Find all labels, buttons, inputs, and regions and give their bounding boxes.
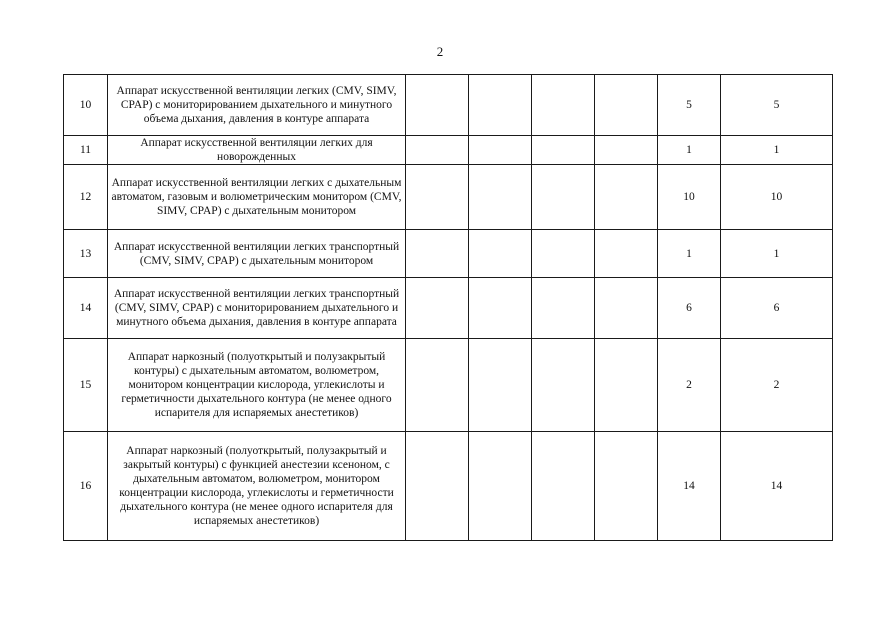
empty-cell bbox=[532, 75, 595, 136]
equipment-name: Аппарат искусственной вентиляции легких (CMV, SIMV, CPAP) с мониторированием дыхательного и минутного объема дыхания, давления в контуре аппарата bbox=[108, 75, 406, 136]
empty-cell bbox=[532, 339, 595, 432]
empty-cell bbox=[532, 432, 595, 541]
row-number: 12 bbox=[64, 165, 108, 230]
empty-cell bbox=[469, 75, 532, 136]
quantity-cell: 1 bbox=[721, 136, 833, 165]
empty-cell bbox=[595, 165, 658, 230]
empty-cell bbox=[469, 136, 532, 165]
empty-cell bbox=[595, 432, 658, 541]
quantity-cell: 10 bbox=[721, 165, 833, 230]
quantity-cell: 2 bbox=[721, 339, 833, 432]
empty-cell bbox=[595, 136, 658, 165]
table-row bbox=[64, 75, 833, 136]
row-number: 10 bbox=[64, 75, 108, 136]
empty-cell bbox=[532, 230, 595, 278]
empty-cell bbox=[595, 230, 658, 278]
equipment-name: Аппарат искусственной вентиляции легких с дыхательным автоматом, газовым и волюметрическим монитором (CMV, SIMV, CPAP) с дыхательным монитором bbox=[108, 165, 406, 230]
equipment-name: Аппарат искусственной вентиляции легких транспортный (CMV, SIMV, CPAP) с мониторированием дыхательного и минутного объема дыхания, давления в контуре аппарата bbox=[108, 278, 406, 339]
quantity-cell: 14 bbox=[658, 432, 721, 541]
equipment-name: Аппарат искусственной вентиляции легких для новорожденных bbox=[108, 136, 406, 165]
empty-cell bbox=[406, 339, 469, 432]
quantity-cell: 6 bbox=[658, 278, 721, 339]
row-number: 14 bbox=[64, 278, 108, 339]
empty-cell bbox=[406, 75, 469, 136]
quantity-cell: 1 bbox=[658, 230, 721, 278]
equipment-table bbox=[63, 74, 833, 541]
empty-cell bbox=[406, 165, 469, 230]
empty-cell bbox=[469, 432, 532, 541]
empty-cell bbox=[469, 230, 532, 278]
empty-cell bbox=[469, 165, 532, 230]
quantity-cell: 5 bbox=[658, 75, 721, 136]
empty-cell bbox=[469, 339, 532, 432]
empty-cell bbox=[406, 432, 469, 541]
table-row bbox=[64, 432, 833, 541]
page-number: 2 bbox=[436, 44, 444, 59]
empty-cell bbox=[406, 136, 469, 165]
quantity-cell: 2 bbox=[658, 339, 721, 432]
table-row bbox=[64, 278, 833, 339]
equipment-name: Аппарат искусственной вентиляции легких транспортный (CMV, SIMV, CPAP) с дыхательным монитором bbox=[108, 230, 406, 278]
empty-cell bbox=[595, 339, 658, 432]
quantity-cell: 14 bbox=[721, 432, 833, 541]
empty-cell bbox=[469, 278, 532, 339]
empty-cell bbox=[595, 278, 658, 339]
quantity-cell: 10 bbox=[658, 165, 721, 230]
equipment-name: Аппарат наркозный (полуоткрытый и полузакрытый контуры) с дыхательным автоматом, волюметром, монитором концентрации кислорода, углекислоты и герметичности дыхательного контура (не менее одного испарителя для испаряемых анестетиков) bbox=[108, 339, 406, 432]
empty-cell bbox=[406, 230, 469, 278]
row-number: 11 bbox=[64, 136, 108, 165]
empty-cell bbox=[595, 75, 658, 136]
quantity-cell: 1 bbox=[658, 136, 721, 165]
empty-cell bbox=[532, 165, 595, 230]
table-row bbox=[64, 136, 833, 165]
quantity-cell: 6 bbox=[721, 278, 833, 339]
table-row bbox=[64, 165, 833, 230]
row-number: 13 bbox=[64, 230, 108, 278]
row-number: 16 bbox=[64, 432, 108, 541]
table-row bbox=[64, 230, 833, 278]
empty-cell bbox=[532, 278, 595, 339]
table-row bbox=[64, 339, 833, 432]
empty-cell bbox=[406, 278, 469, 339]
quantity-cell: 5 bbox=[721, 75, 833, 136]
empty-cell bbox=[532, 136, 595, 165]
quantity-cell: 1 bbox=[721, 230, 833, 278]
equipment-name: Аппарат наркозный (полуоткрытый, полузакрытый и закрытый контуры) с функцией анестезии ксеноном, с дыхательным автоматом, волюметром, монитором концентрации кислорода, углекислоты и герметичности дыхательного контура (не менее одного испарителя для испаряемых анестетиков) bbox=[108, 432, 406, 541]
row-number: 15 bbox=[64, 339, 108, 432]
